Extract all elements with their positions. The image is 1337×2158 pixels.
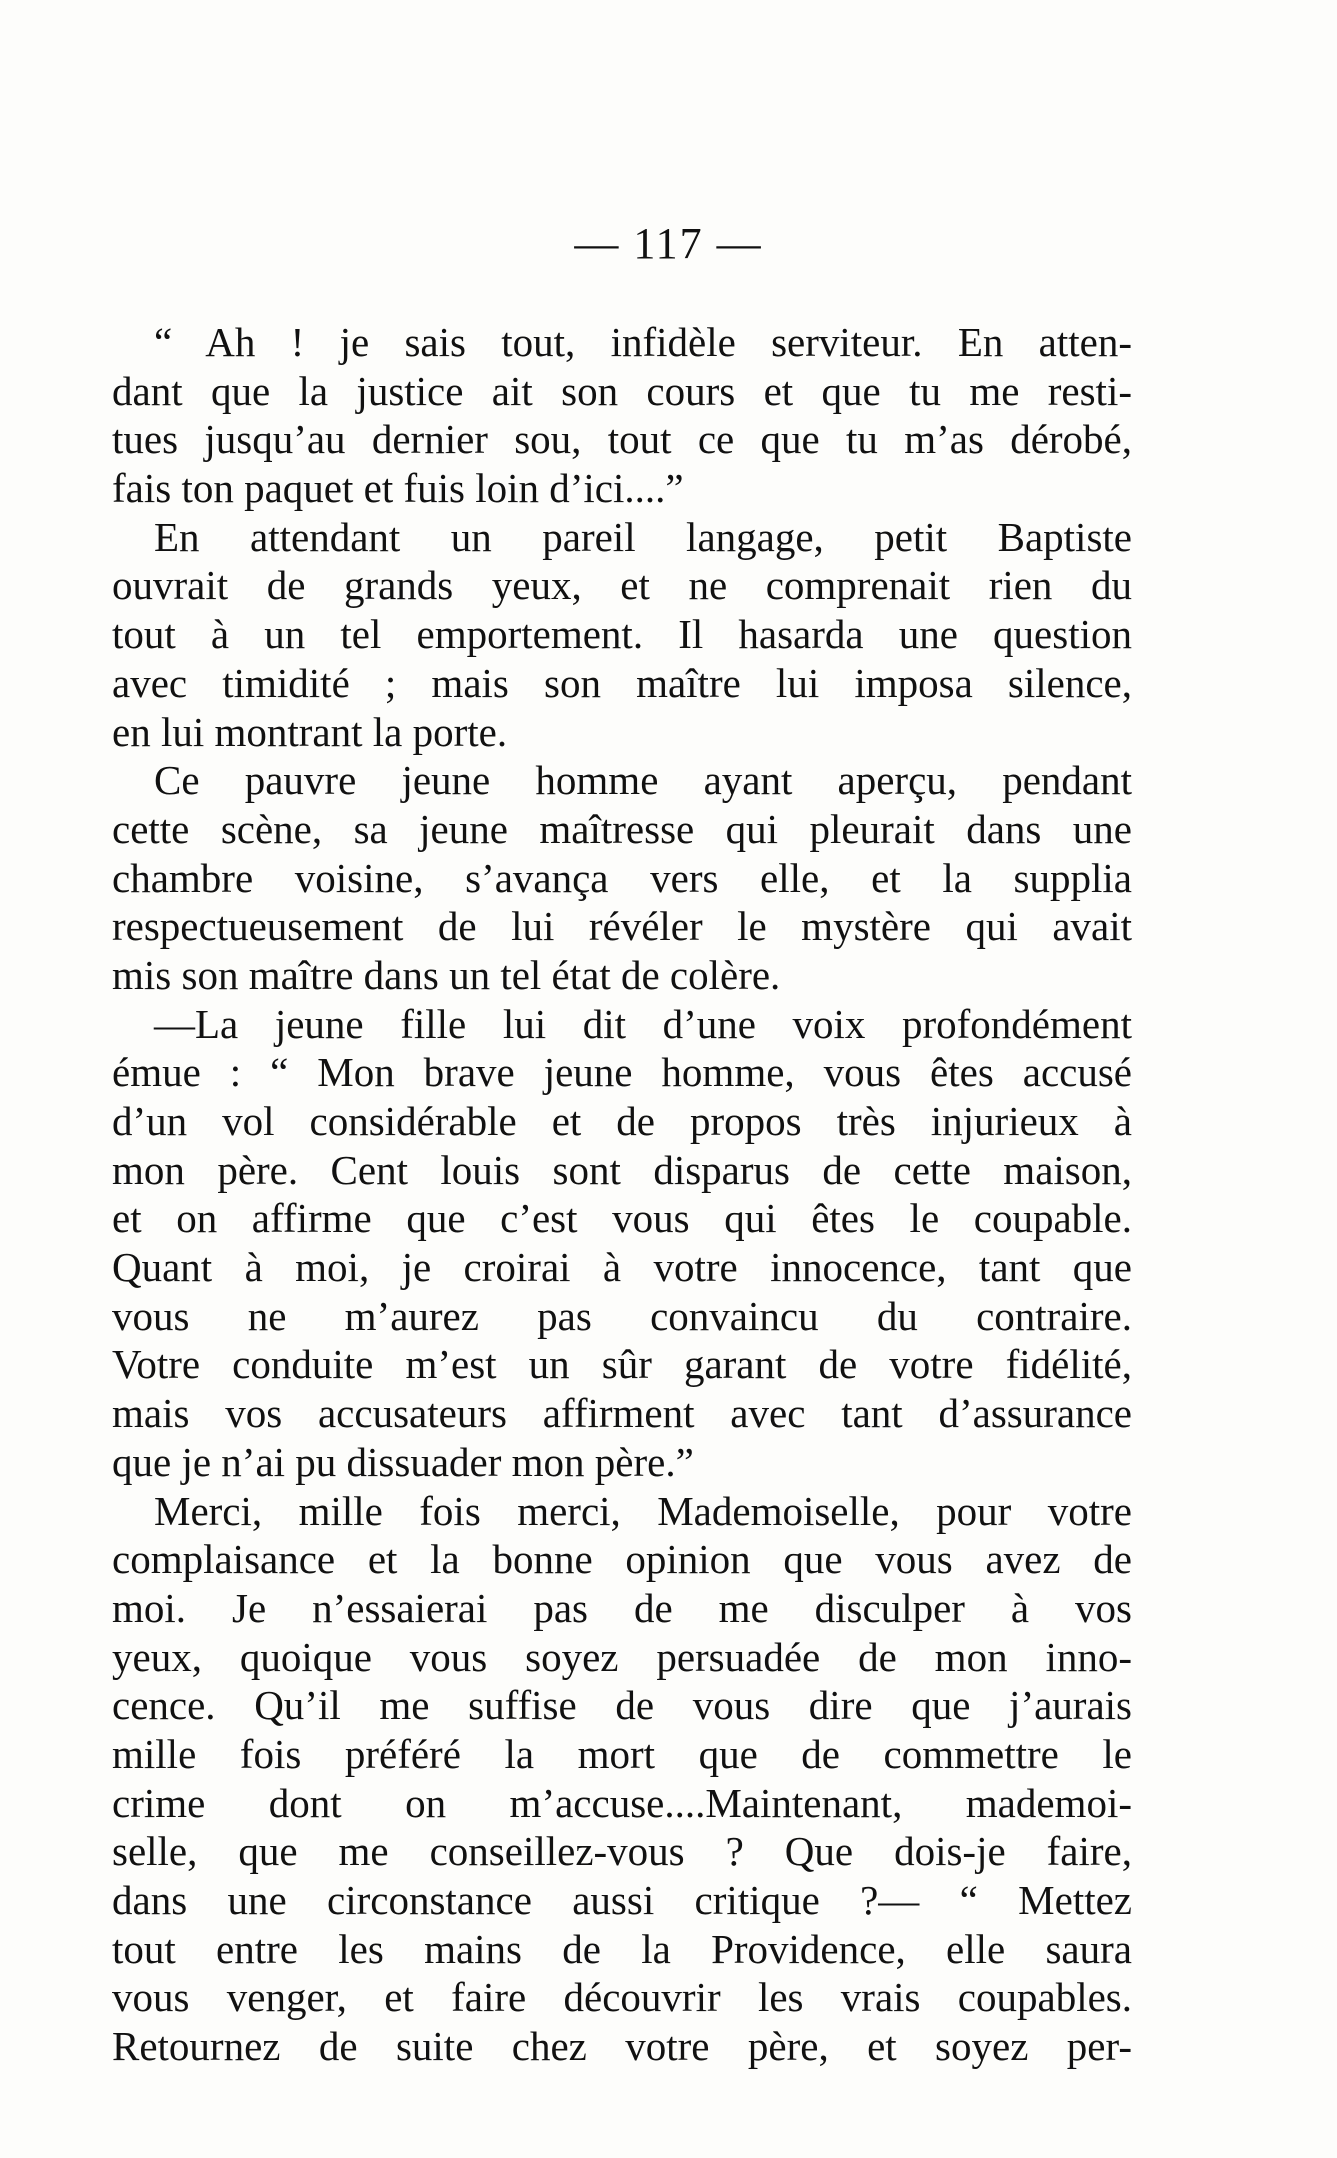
text-line: que je n’ai pu dissuader mon père.” bbox=[112, 1438, 694, 1485]
text-line: cence. Qu’il me suffise de vous dire que j’aurais bbox=[112, 1682, 1132, 1729]
text-line: tout à un tel emportement. Il hasarda une question bbox=[112, 611, 1132, 658]
text-line: Votre conduite m’est un sûr garant de votre fidélité, bbox=[112, 1341, 1132, 1388]
text-line: —La jeune fille lui dit d’une voix profondément bbox=[154, 1000, 1132, 1047]
text-line: mon père. Cent louis sont disparus de cette maison, bbox=[112, 1146, 1132, 1193]
text-line: tout entre les mains de la Providence, elle saura bbox=[112, 1925, 1132, 1972]
text-line: complaisance et la bonne opinion que vous avez de bbox=[112, 1536, 1132, 1583]
text-line: Retournez de suite chez votre père, et soyez per- bbox=[112, 2023, 1132, 2070]
text-line: moi. Je n’essaierai pas de me disculper à vos bbox=[112, 1584, 1132, 1631]
text-line: vous ne m’aurez pas convaincu du contraire. bbox=[112, 1292, 1132, 1339]
text-line: vous venger, et faire découvrir les vrais coupables. bbox=[112, 1974, 1132, 2021]
text-line: émue : “ Mon brave jeune homme, vous êtes accusé bbox=[112, 1049, 1132, 1096]
body-text bbox=[112, 318, 1132, 2071]
text-line: avec timidité ; mais son maître lui imposa silence, bbox=[112, 659, 1132, 706]
text-line: Ce pauvre jeune homme ayant aperçu, pendant bbox=[154, 757, 1132, 804]
text-line: d’un vol considérable et de propos très injurieux à bbox=[112, 1098, 1132, 1144]
text-line: cette scène, sa jeune maîtresse qui pleurait dans une bbox=[112, 805, 1132, 852]
text-line: fais ton paquet et fuis loin d’ici....” bbox=[112, 465, 684, 512]
text-line: En attendant un pareil langage, petit Baptiste bbox=[154, 513, 1132, 560]
text-line: yeux, quoique vous soyez persuadée de mon inno- bbox=[112, 1633, 1132, 1680]
text-line: ouvrait de grands yeux, et ne comprenait rien du bbox=[112, 562, 1132, 609]
text-line: dans une circonstance aussi critique ?— “ Mettez bbox=[112, 1877, 1132, 1923]
text-line: “ Ah ! je sais tout, infidèle serviteur. En atten- bbox=[154, 319, 1132, 365]
page-number: — 117 — bbox=[574, 219, 763, 268]
text-line: selle, que me conseillez-vous ? Que dois-je faire, bbox=[112, 1828, 1132, 1875]
text-line: mis son maître dans un tel état de colère. bbox=[112, 951, 781, 998]
text-line: mille fois préféré la mort que de commettre le bbox=[112, 1730, 1132, 1777]
text-line: chambre voisine, s’avança vers elle, et la supplia bbox=[112, 854, 1132, 901]
text-line: en lui montrant la porte. bbox=[112, 708, 508, 755]
text-line: crime dont on m’accuse....Maintenant, mademoi- bbox=[112, 1779, 1132, 1826]
text-line: Quant à moi, je croirai à votre innocence, tant que bbox=[112, 1244, 1132, 1291]
text-line: mais vos accusateurs affirment avec tant d’assurance bbox=[112, 1390, 1132, 1437]
text-line: tues jusqu’au dernier sou, tout ce que tu m’as dérobé, bbox=[112, 416, 1132, 463]
text-line: respectueusement de lui révéler le mystère qui avait bbox=[112, 903, 1132, 950]
text-line: dant que la justice ait son cours et que tu me resti- bbox=[112, 367, 1132, 414]
text-line: et on affirme que c’est vous qui êtes le coupable. bbox=[112, 1195, 1132, 1242]
text-line: Merci, mille fois merci, Mademoiselle, pour votre bbox=[154, 1487, 1132, 1534]
